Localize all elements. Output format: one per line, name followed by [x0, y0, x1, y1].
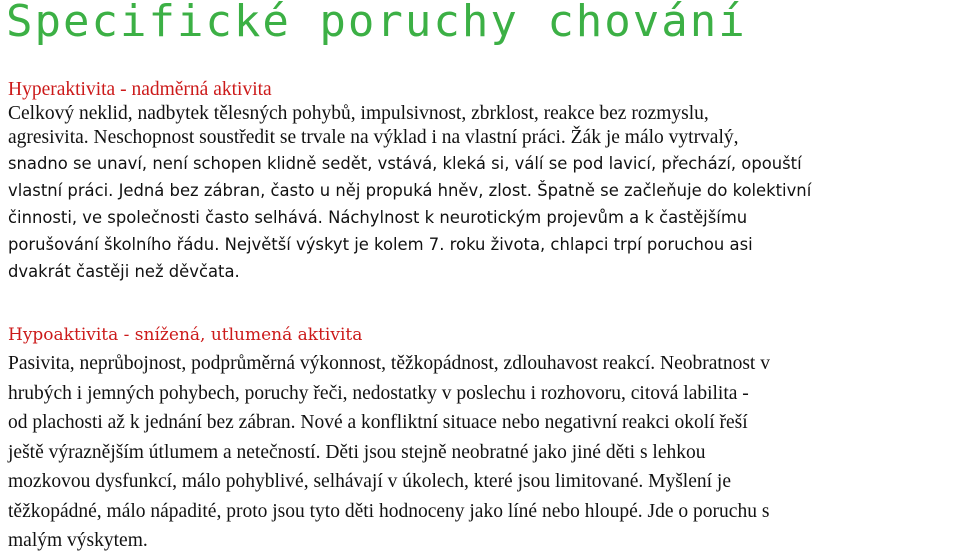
paragraph-line: těžkopádné, málo nápadité, proto jsou tyto děti hodnoceny jako líné nebo hloupé. Jde o poruchu s — [8, 500, 770, 522]
paragraph-line: vlastní práci. Jedná bez zábran, často u něj propuká hněv, zlost. Špatně se začleňuje do kolektivní — [8, 181, 812, 200]
paragraph-line: činnosti, ve společnosti často selhává. Náchylnost k neurotickým projevům a k častějšímu — [8, 208, 748, 227]
section-heading: Hypoaktivita - snížená, utlumená aktivita — [8, 325, 363, 345]
paragraph-line: dvakrát častěji než děvčata. — [8, 262, 240, 281]
section-heading: Hyperaktivita - nadměrná aktivita — [8, 79, 272, 100]
paragraph-line: hrubých i jemných pohybech, poruchy řeči, nedostatky v poslechu i rozhovoru, citová labilita - — [8, 382, 749, 404]
paragraph-line: Pasivita, neprůbojnost, podprůměrná výkonnost, těžkopádnost, zdlouhavost reakcí. Neobratnost v — [8, 353, 770, 374]
paragraph-line: Celkový neklid, nadbytek tělesných pohybů, impulsivnost, zbrklost, reakce bez rozmyslu, — [8, 103, 709, 124]
paragraph-line: mozkovou dysfunkcí, málo pohyblivé, selhávají v úkolech, které jsou limitované. Myšlení je — [8, 471, 731, 492]
paragraph-line: snadno se unaví, není schopen klidně sedět, vstává, kleká si, válí se pod lavicí, přechází, opouští — [8, 154, 802, 173]
section-hyperactivity — [8, 78, 958, 285]
slide-title: Specifické poruchy chování — [6, 0, 747, 47]
paragraph-line: od plachosti až k jednání bez zábran. Nové a konfliktní situace nebo negativní reakci okolí řeší — [8, 412, 748, 433]
paragraph-line: agresivita. Neschopnost soustředit se trvale na výklad i na vlastní práci. Žák je málo vytrvalý, — [8, 127, 739, 148]
paragraph-line: malým výskytem. — [8, 530, 148, 551]
paragraph-line: porušování školního řádu. Největší výskyt je kolem 7. roku života, chlapci trpí poruchou asi — [8, 235, 753, 254]
section-hypoactivity — [8, 323, 958, 556]
paragraph-line: ještě výraznějším útlumem a netečností. Děti jsou stejně neobratné jako jiné děti s lehkou — [8, 441, 706, 463]
